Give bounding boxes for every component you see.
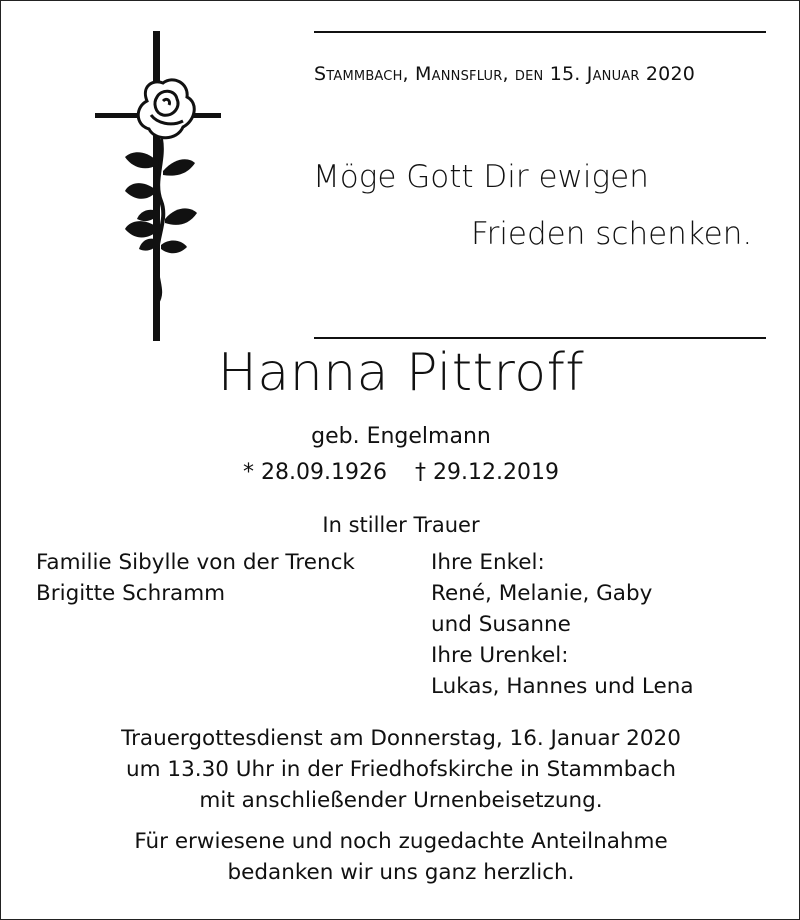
funeral-service-info	[1, 723, 800, 816]
thanks-note	[1, 826, 800, 888]
mourners-right	[431, 547, 694, 702]
mourner-line: Lukas, Hannes und Lena	[431, 674, 694, 699]
deceased-name: Hanna Pittroff	[217, 343, 585, 403]
mourner-line: René, Melanie, Gaby	[431, 581, 653, 606]
thanks-line: Für erwiesene und noch zugedachte Anteilnahme	[134, 829, 668, 854]
born-name: geb. Engelmann	[311, 424, 491, 449]
life-dates	[1, 460, 800, 485]
service-line: Trauergottesdienst am Donnerstag, 16. Januar 2020	[121, 726, 681, 751]
death-date: † 29.12.2019	[415, 460, 559, 485]
verse-line-1: Möge Gott Dir ewigen	[313, 159, 649, 195]
thanks-line: bedanken wir uns ganz herzlich.	[227, 860, 575, 885]
service-line: mit anschließender Urnenbeisetzung.	[199, 788, 603, 813]
mourner-line: Ihre Urenkel:	[431, 643, 569, 668]
mourner-line: Ihre Enkel:	[431, 550, 545, 575]
place-date-line: Stammbach, Mannsflur, den 15. Januar 2020	[314, 63, 696, 85]
top-divider	[314, 31, 766, 33]
cross-with-rose-icon	[91, 31, 223, 341]
mourner-line: Brigitte Schramm	[36, 581, 226, 606]
birth-date: * 28.09.1926	[243, 460, 387, 485]
mourner-line: Familie Sibylle von der Trenck	[36, 550, 355, 575]
middle-divider	[314, 337, 766, 339]
mourner-line: und Susanne	[431, 612, 571, 637]
service-line: um 13.30 Uhr in der Friedhofskirche in Stammbach	[126, 757, 676, 782]
verse-line-2: Frieden schenken.	[471, 216, 753, 252]
mourners-left	[36, 547, 355, 609]
mourning-intro: In stiller Trauer	[322, 513, 480, 537]
